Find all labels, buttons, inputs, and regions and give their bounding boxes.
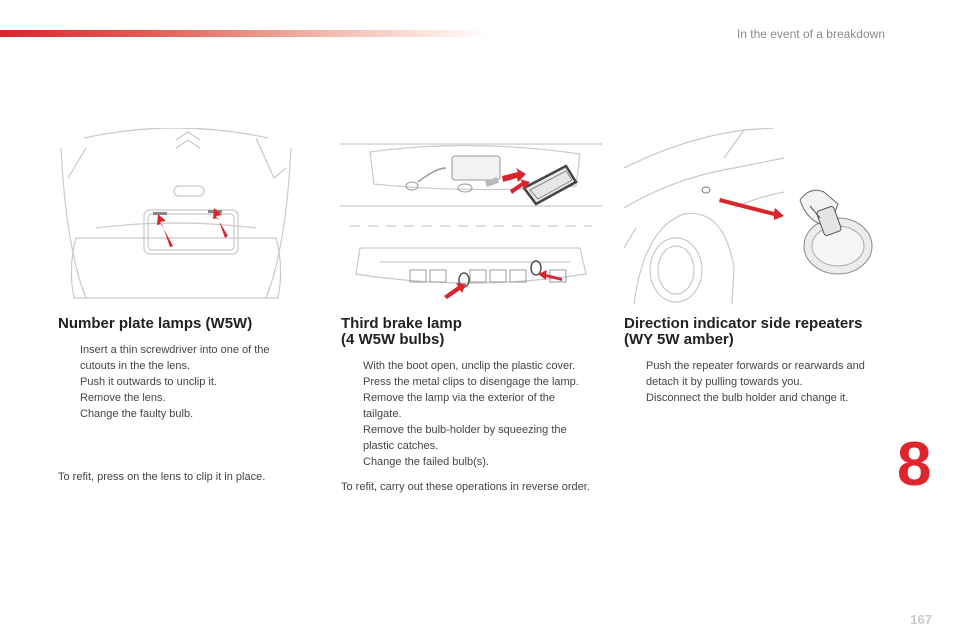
refit-note: To refit, press on the lens to clip it in place.: [58, 471, 266, 483]
list-item: Push it outwards to unclip it.: [80, 376, 217, 388]
list-item: With the boot open, unclip the plastic cover.: [363, 360, 576, 372]
list-item: Remove the bulb-holder by squeezing the plastic catches.: [363, 424, 567, 452]
page-number: 167: [910, 612, 932, 627]
side-repeater-illustration: [624, 128, 876, 304]
list-item: Change the failed bulb(s).: [363, 456, 489, 468]
heading-line: (WY 5W amber): [624, 331, 734, 348]
heading-line: Direction indicator side repeaters: [624, 315, 863, 332]
number-plate-lamps-section: [58, 316, 308, 422]
steps-list: [58, 342, 308, 422]
list-item: Change the faulty bulb.: [80, 408, 194, 420]
list-item: Disconnect the bulb holder and change it.: [646, 392, 849, 404]
steps-list: [341, 358, 591, 470]
section-heading: [624, 316, 894, 348]
section-title: In the event of a breakdown: [736, 27, 885, 41]
arrow-icon: [444, 283, 466, 299]
list-item: Push the repeater forwards or rearwards and detach it by pulling towards you.: [646, 360, 865, 388]
side-repeaters-section: [624, 316, 894, 406]
third-brake-lamp-illustration: [340, 128, 602, 304]
arrow-icon: [157, 214, 173, 247]
list-item: Remove the lens.: [80, 392, 166, 404]
header-accent-bar: [0, 30, 490, 37]
heading-line: (4 W5W bulbs): [341, 331, 445, 348]
heading-line: Third brake lamp: [341, 315, 462, 332]
number-plate-lamps-illustration: [56, 128, 296, 304]
list-item: Press the metal clips to disengage the lamp.: [363, 376, 579, 388]
chapter-number: 8: [897, 430, 932, 499]
section-heading: [341, 316, 591, 348]
list-item: Insert a thin screwdriver into one of the cutouts in the the lens.: [80, 344, 270, 372]
section-heading: Number plate lamps (W5W): [58, 315, 253, 332]
refit-note: To refit, carry out these operations in reverse order.: [341, 481, 590, 493]
steps-list: [624, 358, 894, 406]
third-brake-lamp-section: [341, 316, 591, 470]
list-item: Remove the lamp via the exterior of the tailgate.: [363, 392, 555, 420]
